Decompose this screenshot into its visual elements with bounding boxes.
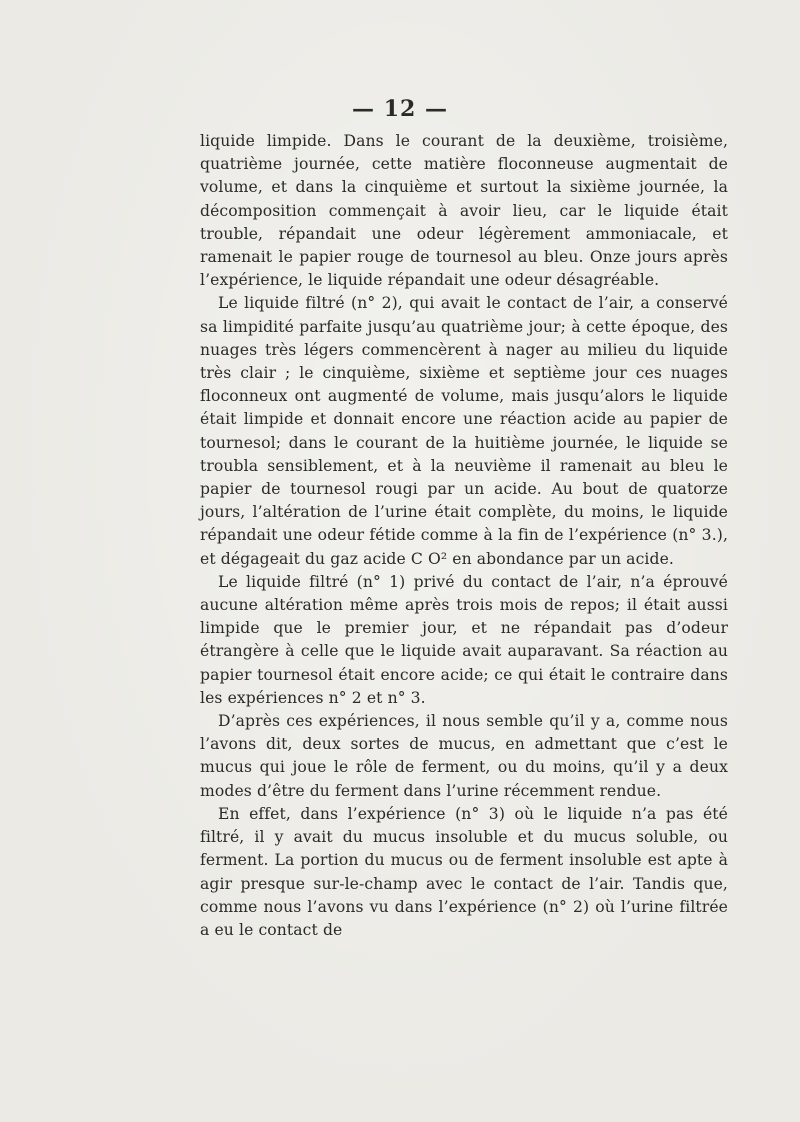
paragraph-3: Le liquide filtré (n° 1) privé du contact de l’air, n’a éprouvé aucune altération même après trois mois de repos; il était aussi limpide que le premier jour, et ne répandait pas d’odeur étrangère à celle que le liquide avait auparavant. Sa réaction au papier tournesol était encore acide; ce qui était le contraire dans les expériences n° 2 et n° 3. <box>200 572 728 707</box>
paragraph-1: liquide limpide. Dans le courant de la deuxième, troisième, quatrième journée, cette matière floconneuse augmentait de volume, et dans la cinquième et surtout la sixième journée, la décomposition commençait à avoir lieu, car le liquide était trouble, répandait une odeur légèrement ammoniacale, et ramenait le papier rouge de tournesol au bleu. Onze jours après l’expérience, le liquide répandait une odeur désagréable. <box>200 132 728 290</box>
page-number: — 12 — <box>352 96 448 122</box>
paragraph-4: D’après ces expériences, il nous semble qu’il y a, comme nous l’avons dit, deux sortes de mucus, en admettant que c’est le mucus qui joue le rôle de ferment, ou du moins, qu’il y a deux modes d’être du ferment dans l’urine récemment rendue. <box>200 712 728 800</box>
paragraph-5: En effet, dans l’expérience (n° 3) où le liquide n’a pas été filtré, il y avait du mucus insoluble et du mucus soluble, ou ferment. La portion du mucus ou de ferment insoluble est apte à agir presque sur-le-champ avec le contact de l’air. Tandis que, comme nous l’avons vu dans l’expérience (n° 2) où l’urine filtrée a eu le contact de <box>200 804 728 939</box>
body-text <box>200 130 728 942</box>
paragraph-2: Le liquide filtré (n° 2), qui avait le contact de l’air, a conservé sa limpidité parfaite jusqu’au quatrième jour; à cette époque, des nuages très légers commencèrent à nager au milieu du liquide très clair ; le cinquième, sixième et septième jour ces nuages floconneux ont augmenté de volume, mais jusqu’alors le liquide était limpide et donnait encore une réaction acide au papier de tournesol; dans le courant de la huitième journée, le liquide se troubla sensiblement, et à la neuvième il ramenait au bleu le papier de tournesol rougi par un acide. Au bout de quatorze jours, l’altération de l’urine était complète, du moins, le liquide répandait une odeur fétide comme à la fin de l’expérience (n° 3.), et dégageait du gaz acide C O² en abondance par un acide. <box>200 294 728 568</box>
